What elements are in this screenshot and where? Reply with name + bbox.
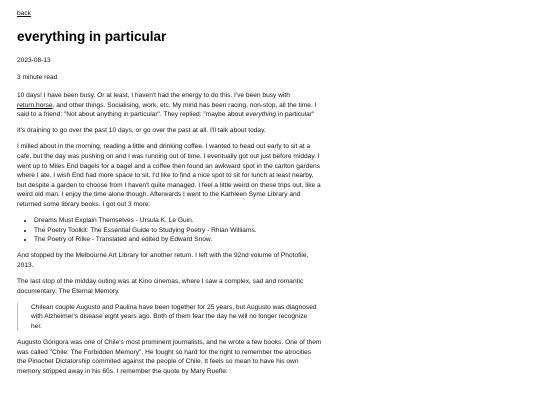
back-link[interactable]: back [17, 10, 31, 17]
paragraph-draining: It's draining to go over the past 10 days, or go over the past at all. I'll talk about today. [17, 127, 266, 135]
quote-text: Chilean couple Augusto and Paulina have been together for 25 years, but Augusto was diagnosed with Alzheimer's disease eight years ago. Both of them fear the day he will no longer recognize her. [31, 303, 317, 330]
paragraph-morning: I milled about in the morning, reading a little and drinking coffee. I wanted to head out early to sit at a cafe, but the day was pushing on and I was running out of time. I eventually got out just before midday. I went up to Miles End bagels for a bagel and a coffee then found an awkward spot in the carlton gardens where I ate. I wish End had more space to sit. I'd like to find a nice spot to sit for lunch at least nearby, but despite a garden to choose from I haven't quite managed. I feel a little weird on these trips out, like a weird old man. I enjoy the time alone though. Afterwards I went to the Kathleen Syme Library and returned some library books. I got out 3 more: [17, 143, 321, 208]
post-content [17, 91, 322, 383]
return-horse-link[interactable]: return.horse [17, 101, 53, 109]
post-title: everything in particular [17, 29, 167, 44]
post-date: 2023-08-13 [17, 57, 51, 64]
list-item: • Dreams Must Explain Themselves - Ursula K. Le Guin. [34, 216, 322, 226]
list-item: • The Poetry of Rilke - Translated and edited by Edward Snow. [34, 235, 322, 245]
paragraph-art-library: And stopped by the Melbourne Art Library for another return. I left with the 92nd volume of Photofile, 2013. [17, 252, 309, 269]
read-time: 3 minute read [17, 74, 58, 81]
intro-text-c: in particular" [276, 111, 315, 119]
intro-text-b: , and other things. Socialising, work, etc. My mind has been racing, non-stop, all the time. I said to a friend: "Not about anything in particular". They replied: "maybe about [17, 101, 317, 119]
film-synopsis-quote [17, 303, 319, 332]
intro-emphasis: everything [245, 111, 277, 119]
paragraph-intro [17, 91, 322, 120]
paragraph-gongora: Augusto Góngora was one of Chile's most prominent journalists, and he wrote a few books. One of them was called "Chile: The Forbidden Memory". He fought so hard for the right to remember the atrocities the Pinochet Dictatorship commited against the people of Chile. It feels so mean to have his own memory stripped away in his 60s. I remember the quote by Mary Ruefle: [17, 338, 322, 375]
list-item: • The Poetry Toolkit: The Essential Guide to Studying Poetry - Rhian Williams. [34, 226, 322, 236]
intro-text-a: 10 days! I have been busy. Or at least, I haven't had the energy to do this. I've been busy with [17, 92, 290, 99]
book-list [17, 216, 322, 245]
paragraph-cinema: The last stop of the midday outing was at Kino cinemas, where I saw a complex, sad and romantic documentary: The Eternal Memory. [17, 278, 304, 295]
